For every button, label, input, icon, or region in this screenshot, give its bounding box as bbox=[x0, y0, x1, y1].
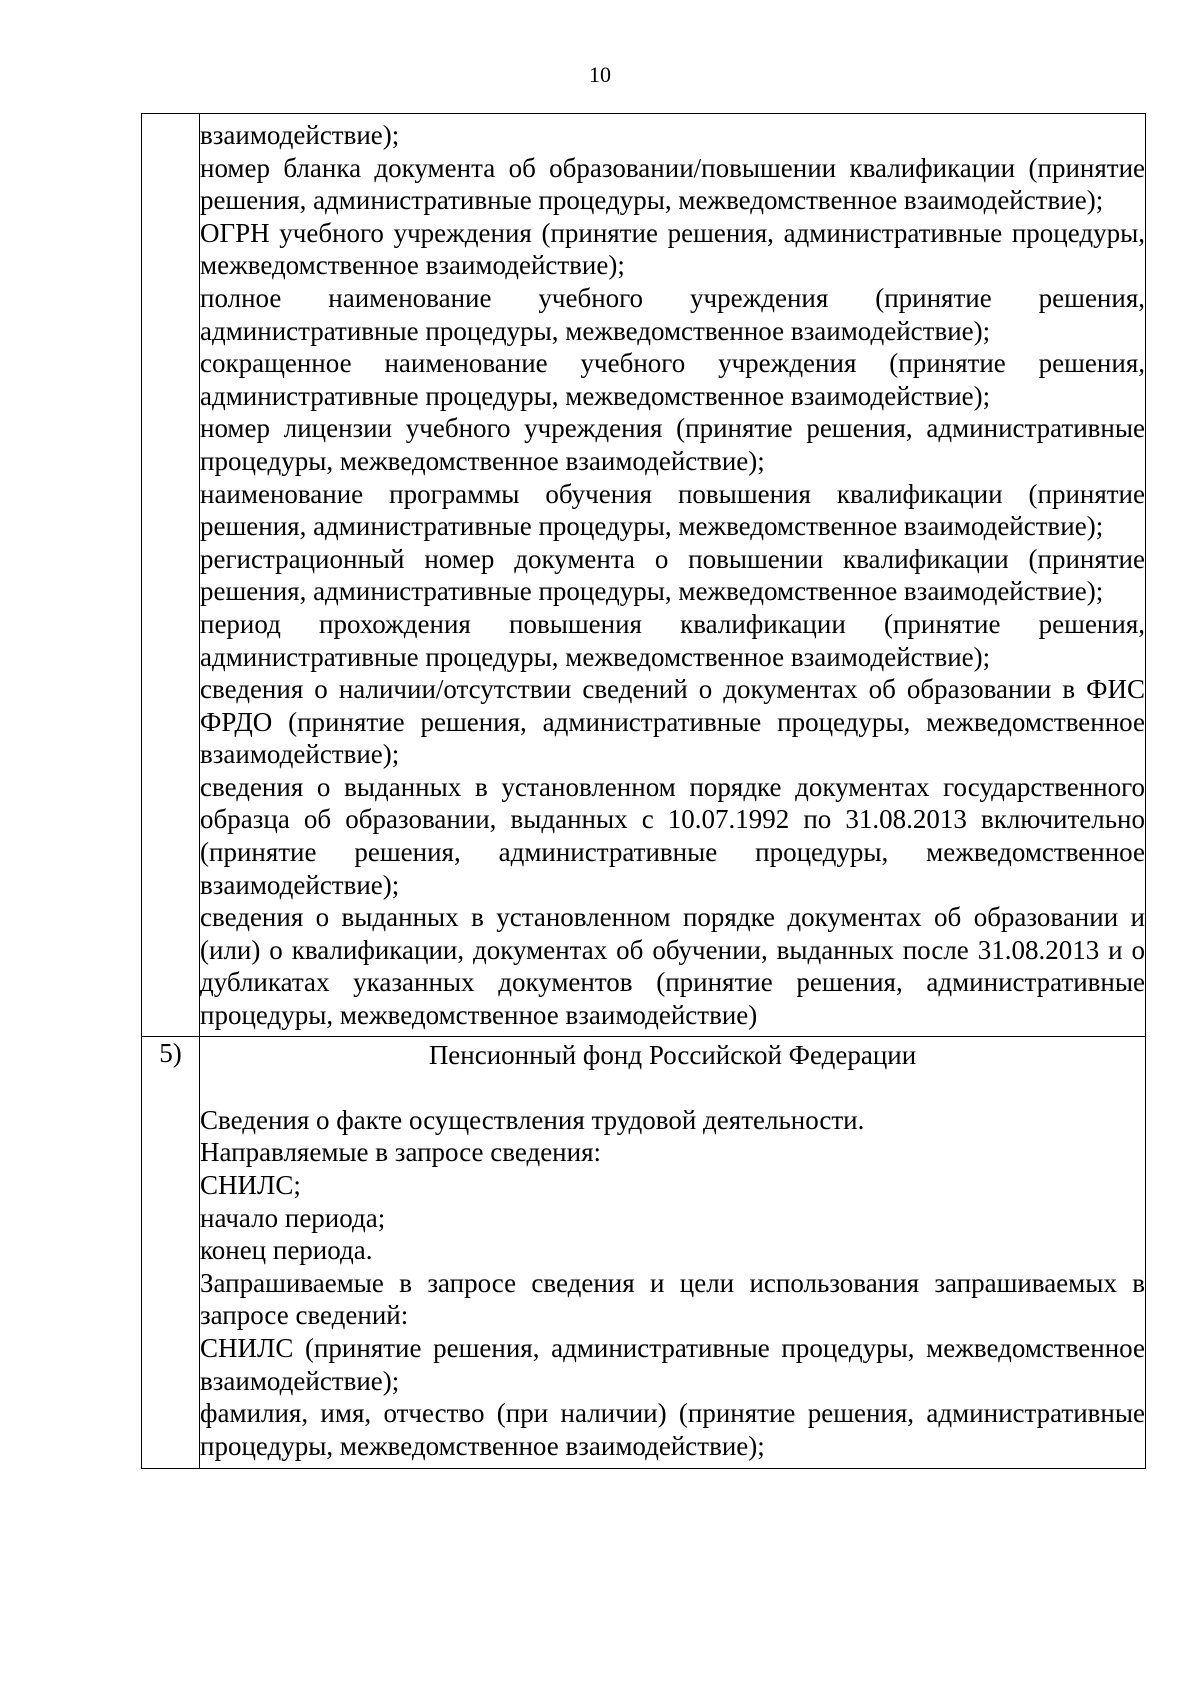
table-row bbox=[142, 1036, 1146, 1469]
table-row bbox=[142, 114, 1146, 1037]
list-item: начало периода; bbox=[200, 1202, 386, 1233]
list-item: сведения о выданных в установленном порядке документах государственного образца об образовании, выданных с 10.07.1992 по 31.08.2013 включительно (принятие решения, административные процедуры, межведомственное взаимодействие); bbox=[200, 771, 1145, 900]
list-item: Направляемые в запросе сведения: bbox=[200, 1137, 601, 1168]
list-item: СНИЛС; bbox=[200, 1170, 301, 1200]
list-item: сведения о наличии/отсутствии сведений о документах об образовании в ФИС ФРДО (принятие решения, административные процедуры, межведомственное взаимодействие); bbox=[200, 674, 1145, 770]
row-content-cell bbox=[200, 114, 1146, 1037]
list-item: ОГРН учебного учреждения (принятие решения, административные процедуры, межведомственное взаимодействие); bbox=[200, 217, 1145, 281]
list-item: взаимодействие); bbox=[200, 120, 400, 150]
list-item: полное наименование учебного учреждения (принятие решения, административные процедуры, межведомственное взаимодействие); bbox=[200, 282, 1145, 346]
organization-title: Пенсионный фонд Российской Федерации bbox=[428, 1039, 917, 1070]
row-number-cell: 5) bbox=[142, 1036, 200, 1469]
list-item: Сведения о факте осуществления трудовой деятельности. bbox=[200, 1104, 865, 1135]
row-content-cell bbox=[200, 1036, 1146, 1469]
list-item: период прохождения повышения квалификации (принятие решения, административные процедуры, межведомственное взаимодействие); bbox=[200, 608, 1145, 672]
list-item: СНИЛС (принятие решения, административные процедуры, межведомственное взаимодействие); bbox=[200, 1332, 1145, 1396]
list-item: фамилия, имя, отчество (при наличии) (принятие решения, административные процедуры, межведомственное взаимодействие); bbox=[200, 1398, 1145, 1461]
row-number-cell bbox=[142, 114, 200, 1037]
list-item: номер бланка документа об образовании/повышении квалификации (принятие решения, административные процедуры, межведомственное взаимодействие); bbox=[200, 152, 1145, 216]
list-item: Запрашиваемые в запросе сведения и цели использования запрашиваемых в запросе сведений: bbox=[200, 1267, 1145, 1331]
list-item: регистрационный номер документа о повышении квалификации (принятие решения, административные процедуры, межведомственное взаимодействие); bbox=[200, 543, 1145, 607]
list-item: сведения о выданных в установленном порядке документах об образовании и (или) о квалификации, документах об обучении, выданных после 31.08.2013 и о дубликатах указанных документов (принятие решения, административные процедуры, межведомственное взаимодействие) bbox=[200, 902, 1145, 1031]
list-item: наименование программы обучения повышения квалификации (принятие решения, административные процедуры, межведомственное взаимодействие); bbox=[200, 478, 1145, 542]
blank-line bbox=[200, 1071, 1145, 1104]
page-number: 10 bbox=[589, 62, 611, 87]
list-item: конец периода. bbox=[200, 1235, 373, 1266]
list-item: номер лицензии учебного учреждения (принятие решения, административные процедуры, межведомственное взаимодействие); bbox=[200, 413, 1145, 476]
document-table bbox=[141, 113, 1146, 1469]
list-item: сокращенное наименование учебного учреждения (принятие решения, административные процедуры, межведомственное взаимодействие); bbox=[200, 348, 1145, 411]
